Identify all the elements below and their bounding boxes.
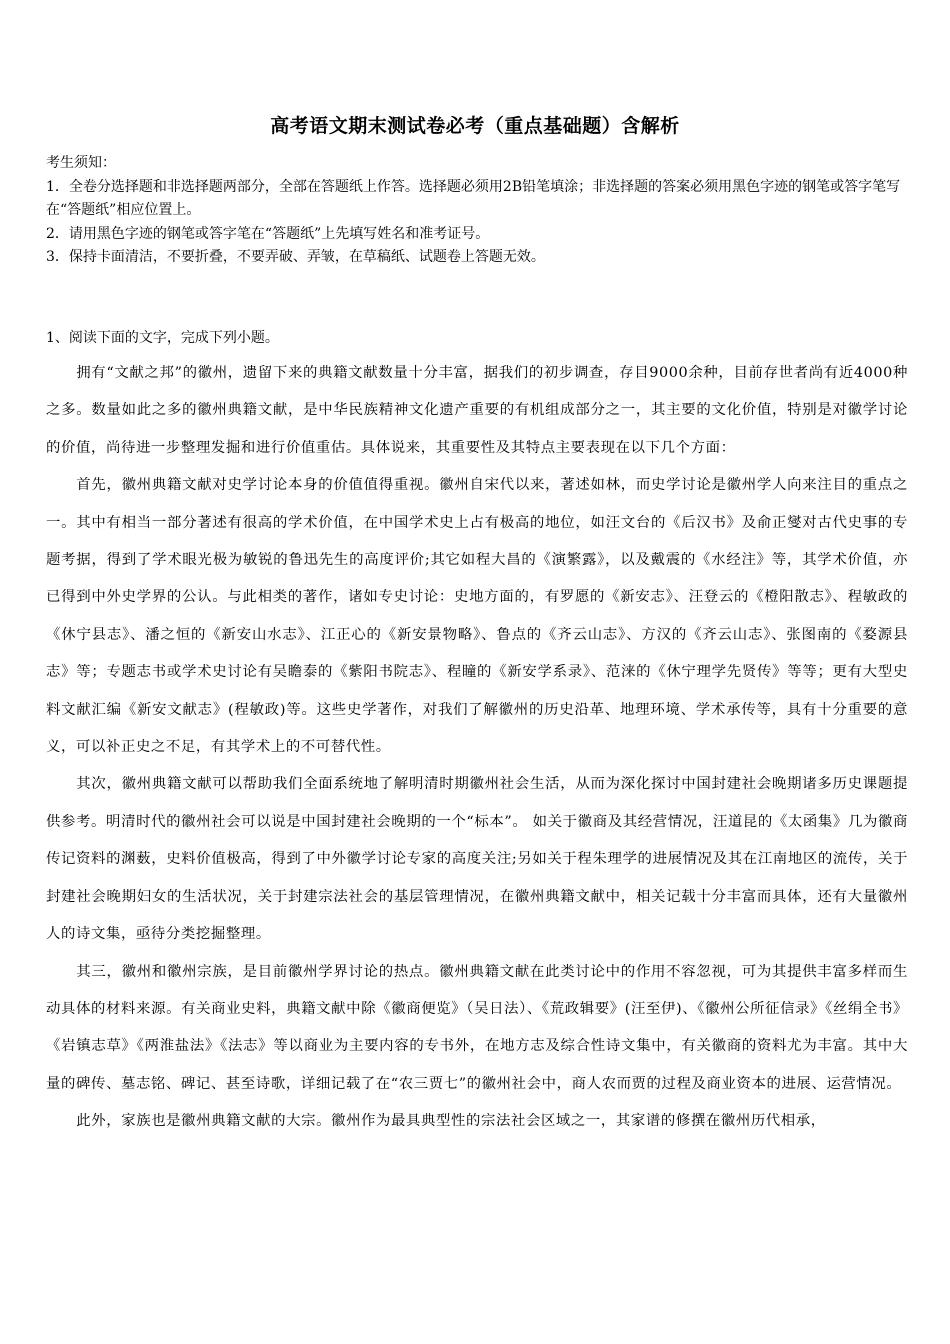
passage-paragraph-2: 首先，徽州典籍文献对史学讨论本身的价值值得重视。徽州自宋代以来，著述如林，而史学讨论是徽州学人向来注目的重点之一。其中有相当一部分著述有很高的学术价值，在中国学术史上占有极高的地位，如汪文台的《后汉书》及俞正燮对古代史事的专题考据，得到了学术眼光极为敏锐的鲁迅先生的高度评价;其它如程大昌的《演繁露》，以及戴震的《水经注》等，其学术价值，亦已得到中外史学界的公认。与此相类的著作，诸如专史讨论：史地方面的，有罗愿的《新安志》、汪登云的《橙阳散志》、程敏政的《休宁县志》、潘之恒的《新安山水志》、江正心的《新安景物略》、鲁点的《齐云山志》、方汉的《齐云山志》、张图南的《婺源县志》等；专题志书或学术史讨论有吴瞻泰的《紫阳书院志》、程瞳的《新安学系录》、范涞的《休宁理学先贤传》等等；更有大型史料文献汇编《新安文献志》(程敏政)等。这些史学著作，对我们了解徽州的历史沿革、地理环境、学术承传等，具有十分重要的意义，可以补正史之不足，有其学术上的不可替代性。	[46, 477, 908, 756]
notice-heading: 考生须知：	[46, 155, 116, 171]
passage-paragraph-1: 拥有“文献之邦”的徽州，遗留下来的典籍文献数量十分丰富，据我们的初步调查，存目9000余种，目前存世者尚有近4000种之多。数量如此之多的徽州典籍文献，是中华民族精神文化遗产重要的有机组成部分之一，其主要的文化价值，特别是对徽学讨论的价值，尚待进一步整理发掘和进行价值重估。具体说来，其重要性及其特点主要表现在以下几个方面：	[46, 365, 908, 456]
notice-item-1: 1．全卷分选择题和非选择题两部分，全部在答题纸上作答。选择题必须用2B铅笔填涂；非选择题的答案必须用黑色字迹的钢笔或答字笔写在“答题纸”相应位置上。	[46, 178, 901, 218]
reading-passage	[46, 355, 908, 1141]
document-title: 高考语文期末测试卷必考（重点基础题）含解析	[270, 115, 680, 137]
notice-item-3: 3．保持卡面清洁，不要折叠，不要弄破、弄皱，在草稿纸、试题卷上答题无效。	[46, 249, 545, 265]
notice-item-2: 2．请用黑色字迹的钢笔或答字笔在“答题纸”上先填写姓名和准考证号。	[46, 225, 490, 242]
passage-paragraph-3: 其次，徽州典籍文献可以帮助我们全面系统地了解明清时期徽州社会生活，从而为深化探讨中国封建社会晚期诸多历史课题提供参考。明清时代的徽州社会可以说是中国封建社会晚期的一个“标本”。 如关于徽商及其经营情况，汪道昆的《太函集》几为徽商传记资料的渊薮，史料价值极高，得到了中外徽学讨论专家的高度关注;另如关于程朱理学的进展情况及其在江南地区的流传，关于封建社会晚期妇女的生活状况，关于封建宗法社会的基层管理情况，在徽州典籍文献中，相关记载十分丰富而具体，还有大量徽州人的诗文集，亟待分类挖掘整理。	[46, 776, 908, 943]
exam-notice	[46, 152, 908, 270]
question-heading: 1、阅读下面的文字，完成下列小题。	[46, 330, 279, 346]
passage-paragraph-5: 此外，家族也是徽州典籍文献的大宗。徽州作为最具典型性的宗法社会区域之一，其家谱的修撰在徽州历代相承，	[76, 1113, 826, 1130]
passage-paragraph-4: 其三，徽州和徽州宗族，是目前徽州学界讨论的热点。徽州典籍文献在此类讨论中的作用不容忽视，可为其提供丰富多样而生动具体的材料来源。有关商业史料，典籍文献中除《徽商便览》（吴日法）、《荒政辑要》(汪至伊)、《徽州公所征信录》《丝绢全书》《岩镇志草》《两淮盐法》《法志》等以商业为主要内容的专书外，在地方志及综合性诗文集中，有关徽商的资料尤为丰富。其中大量的碑传、墓志铭、碑记、甚至诗歌，详细记载了在“农三贾七”的徽州社会中，商人农而贾的过程及商业资本的进展、运营情况。	[46, 963, 908, 1092]
